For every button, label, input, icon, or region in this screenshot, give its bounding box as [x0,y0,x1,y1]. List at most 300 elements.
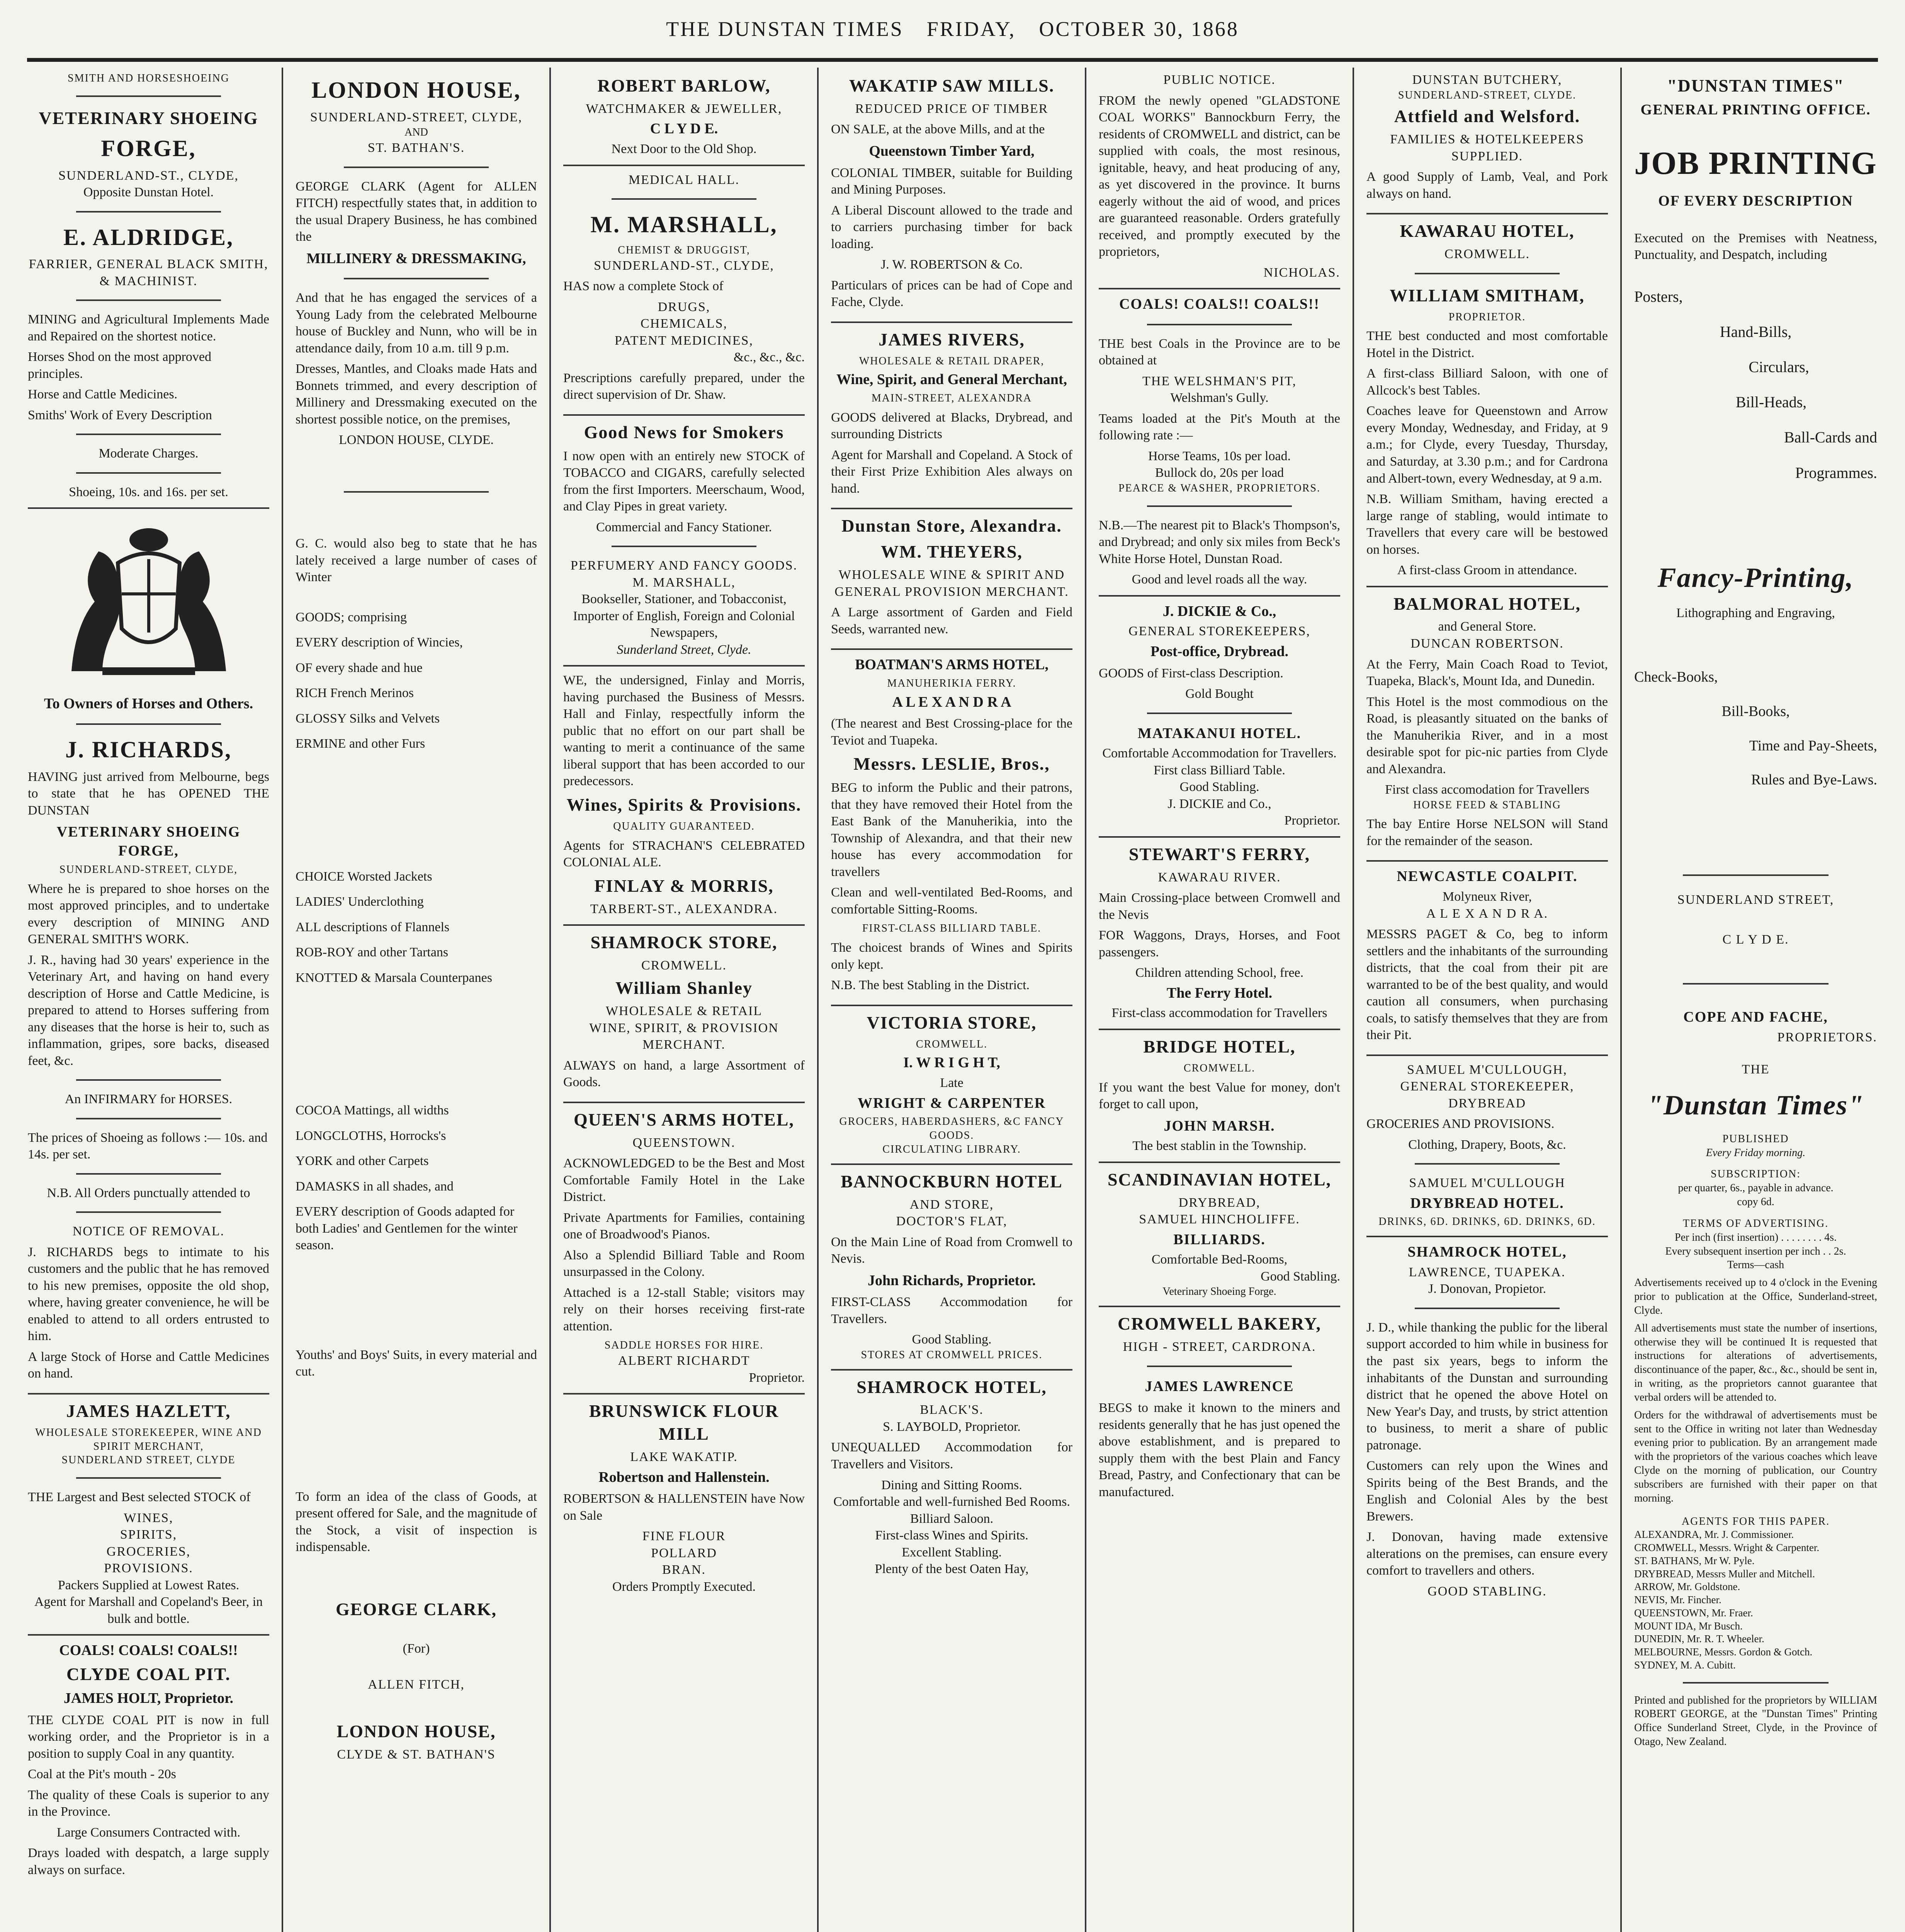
this-hotel: This Hotel is the most commodious on the Road, is pleasantly situated on the banks of the Manuherikia River, and in a most desirable spot for pic-nic parties from Clyde and Alexandra. [1366,694,1608,776]
saloon: A first-class Billiard Saloon, with one of Allcock's best Tables. [1366,366,1608,398]
balmoral: BALMORAL HOTEL, [1393,594,1581,614]
ad-rivers [831,328,1072,510]
agents-heading: AGENTS FOR THIS PAPER. [1681,1515,1830,1527]
billiards: BILLIARDS. [1173,1231,1266,1248]
commercial: Commercial and Fancy Stationer. [596,520,772,534]
extensive: J. Donovan, having made extensive alterations on the premises, can ensure every comfort to travellers and others. [1366,1530,1608,1578]
list-item: DRYBREAD, Messrs Muller and Mitchell. [1634,1568,1815,1580]
column-1 [15,68,283,1932]
fine-flour: FINE FLOUR [642,1529,726,1544]
smokers-heading: Good News for Smokers [584,422,784,442]
smiths-work: Smiths' Work of Every Description [28,408,212,422]
best-cond: THE best conducted and most comfortable Hotel in the District. [1366,329,1608,360]
ad-welshman [1099,295,1340,597]
litho: Lithographing and Engraving, [1676,605,1835,620]
ad-clyde-coal [28,1641,269,1878]
drays: Drays loaded with despatch, a large supply always on surface. [28,1846,269,1877]
list-item: MOUNT IDA, Mr Busch. [1634,1620,1743,1632]
marsh: JOHN MARSH. [1164,1117,1275,1134]
nicholas: NICHOLAS. [1263,265,1340,280]
contracted: Large Consumers Contracted with. [56,1825,241,1840]
shamrock-hotel: SHAMROCK HOTEL, [856,1377,1047,1397]
stores: STORES AT CROMWELL PRICES. [861,1349,1043,1361]
smokers-body: I now open with an entirely new STOCK of TOBACCO and CIGARS, carefully selected from the first Importers. Meerschaum, Wood, and Clay Pipes in great variety. [563,449,805,514]
drybread-hotel: DRYBREAD HOTEL. [1410,1195,1564,1211]
billiard: First class Billiard Table. [1154,763,1285,777]
brands: The choicest brands of Wines and Spirits only kept. [831,940,1072,972]
watchmaker: WATCHMAKER & JEWELLER, [586,101,782,116]
bullock: Bullock do, 20s per load [1155,466,1284,480]
bran: BRAN. [662,1563,706,1577]
hazlett-address: SUNDERLAND STREET, CLYDE [61,1454,236,1466]
leslie-body: BEG to inform the Public and their patrons, that they have removed their Hotel from the East Bank of the Manuherikia, into the Township of Alexandra, and that their new house has every accommodation for travellers [831,781,1072,879]
dresses-text: Dresses, Mantles, and Cloaks made Hats and Bonnets trimmed, and every description of Millinery and Dressmaking executed on the shortest possible notice, on the premises, [296,362,537,427]
mcullough-2: SAMUEL M'CULLOUGH [1409,1176,1565,1190]
sunderland: SUNDERLAND-ST., CLYDE, [594,258,774,273]
london-house-title: LONDON HOUSE, [311,77,521,103]
blacks: BLACK'S. [920,1403,984,1417]
george-clark: GEORGE CLARK, [335,1599,497,1619]
list-item: ARROW, Mr. Goldstone. [1634,1581,1740,1593]
matakanui: MATAKANUI HOTEL. [1137,725,1302,742]
received: Advertisements received up to 4 o'clock in the Evening prior to publication at the Office, Sunderland-street, Clyde. [1634,1277,1877,1316]
colonial: COLONIAL TIMBER, suitable for Building and Mining Purposes. [831,165,1072,197]
quality: QUALITY GUARANTEED. [613,820,755,832]
list-item: CROMWELL, Messrs. Wright & Carpenter. [1634,1542,1820,1554]
main-st: MAIN-STREET, ALEXANDRA [871,392,1032,404]
job-printing: JOB PRINTING [1634,145,1877,181]
first-acc: First class accomodation for Travellers [1385,782,1589,797]
reduced: REDUCED PRICE OF TIMBER [855,101,1049,116]
hincholiffe: SAMUEL HINCHOLIFFE. [1139,1212,1300,1227]
goods-item: EVERY description of Goods adapted for both Ladies' and Gentlemen for the winter season. [296,1204,518,1253]
qtown-yard: Queenstown Timber Yard, [869,143,1035,159]
column-7 [1622,68,1890,1932]
list-item: ST. BATHANS, Mr W. Pyle. [1634,1554,1755,1566]
ad-shamrock-store [563,931,805,1103]
list-item: QUEENSTOWN, Mr. Fraer. [1634,1607,1753,1619]
lawrence: JAMES LAWRENCE [1145,1378,1294,1395]
shamrock-store: SHAMROCK STORE, [590,932,778,952]
ad-butchery [1366,71,1608,214]
shamrock: SHAMROCK HOTEL, [1407,1244,1567,1260]
comfortable: Comfortable and well-furnished Bed Rooms. [833,1495,1070,1509]
ad-newcastle [1366,867,1608,1056]
cromwell: CROMWELL. [1444,247,1530,262]
ack: ACKNOWLEDGED to be the Best and Most Comfortable Family Hotel in the Lake District. [563,1156,805,1204]
gen-store: GENERAL STOREKEEPERS, [1128,624,1310,639]
check-books: Check-Books, [1634,669,1718,685]
ad-bridge-hotel [1099,1036,1340,1163]
leslie: Messrs. LESLIE, Bros., [853,754,1050,774]
ballcards: Ball-Cards and [1784,429,1877,446]
terms-cash: Terms—cash [1727,1259,1784,1271]
subscription: SUBSCRIPTION: [1711,1168,1801,1180]
packers: Packers Supplied at Lowest Rates. [58,1578,240,1592]
hazlett-sub: WHOLESALE STOREKEEPER, WINE AND SPIRIT MERCHANT, [35,1426,262,1452]
forge-address: SUNDERLAND-ST., CLYDE, [58,168,239,183]
list-item: NEVIS, Mr. Fincher. [1634,1594,1721,1606]
welshman: THE WELSHMAN'S PIT, [1142,374,1297,388]
sunderland-clyde: Sunderland Street, Clyde. [617,642,751,657]
victoria: VICTORIA STORE, [867,1012,1037,1032]
jr-text: J. R., having had 30 years' experience in the Veterinary Art, and having on hand every description of Horse and Cattle Medicine, is prepared to attend to Horses suffering from any diseases that the horse is heir to, such as inflammation, gripes, sore backs, diseased feet, &c. [28,952,269,1068]
particulars: Particulars of prices can be had of Cope and Fache, Clyde. [831,278,1072,310]
ad-printing-office [1634,75,1877,1749]
dickie-2: J. DICKIE and Co., [1167,796,1271,811]
goods-item: LADIES' Underclothing [296,895,424,909]
gully: Welshman's Gully. [1170,391,1269,405]
millinery: MILLINERY & DRESSMAKING, [306,250,526,267]
drybread: DRYBREAD [1448,1096,1526,1111]
coaches: Coaches leave for Queenstown and Arrow every Monday, Wednesday, and Friday, at 9 a.m.; for Clyde, every Tuesday, Thursday, and Saturday, at 3.30 p.m.; and for Cardrona and Albert-town, every Wednesday, at 9 a.m. [1366,404,1608,486]
proprietor: Proprietor. [1284,813,1340,828]
clyde-coal-body: THE CLYDE COAL PIT is now in full working order, and the Proprietor is in a position to supply Coal in any quantity. [28,1713,269,1761]
handbills: Hand-Bills, [1720,323,1792,340]
nearest: (The nearest and Best Crossing-place for the Teviot and Tuapeka. [831,716,1072,748]
donovan: J. Donovan, Propietor. [1428,1282,1546,1296]
nelson: The bay Entire Horse NELSON will Stand for the remainder of the season. [1366,817,1608,848]
high-st: HIGH - STREET, CARDRONA. [1123,1340,1316,1354]
saloon: Billiard Saloon. [910,1511,994,1526]
main-line: On the Main Line of Road from Cromwell to Nevis. [831,1235,1072,1266]
horse-feed: HORSE FEED & STABLING [1413,799,1561,811]
lh-clyde: LONDON HOUSE, CLYDE. [339,433,494,447]
agents-list [1634,1528,1877,1672]
garden: A Large assortment of Garden and Field Seeds, warranted new. [831,605,1072,636]
circulars: Circulars, [1749,358,1809,376]
ad-public-notice [1099,71,1340,289]
shoeing-price: Shoeing, 10s. and 16s. per set. [69,485,228,499]
cromwell: CROMWELL. [1183,1062,1256,1074]
notice: PUBLIC NOTICE. [1163,73,1276,87]
john-richards: John Richards, Proprietor. [868,1272,1036,1289]
first-acc: First-class accommodation for Travellers [1111,1006,1327,1020]
goods-item: GLOSSY Silks and Velvets [296,711,440,726]
grocers: GROCERS, HABERDASHERS, &C FANCY GOODS. [839,1116,1064,1141]
goods-item: KNOTTED & Marsala Counterpanes [296,970,492,985]
excellent: Excellent Stabling. [902,1545,1002,1560]
oaten: Plenty of the best Oaten Hay, [875,1562,1029,1577]
ad-finlay [563,672,805,926]
cromwell: CROMWELL. [916,1038,988,1050]
wines-spirits: Wines, Spirits & Provisions. [566,794,802,815]
first-acc: FIRST-CLASS Accommodation for Travellers. [831,1295,1072,1326]
every-sub: Every subsequent insertion per inch . . 2s. [1665,1245,1846,1257]
st-bathans: ST. BATHAN'S. [367,141,465,155]
fancy-printing: Fancy-Printing, [1657,562,1854,593]
copy: copy 6d. [1737,1196,1774,1208]
ad-london-house [296,75,537,1763]
column-6 [1354,68,1622,1932]
ad-smokers [563,421,805,667]
stewarts: STEWART'S FERRY, [1128,844,1310,864]
bannockburn: BANNOCKBURN HOTEL [841,1171,1063,1191]
bridge: BRIDGE HOTEL, [1143,1036,1296,1056]
saddle: SADDLE HORSES FOR HIRE. [604,1339,764,1352]
moderate-charges: Moderate Charges. [99,446,199,461]
dining: Dining and Sitting Rooms. [881,1478,1022,1492]
drybread: DRYBREAD, [1178,1195,1261,1210]
etc: &c., &c., &c. [733,350,805,365]
wines: WINES, [124,1510,173,1525]
coals: COALS! COALS!! COALS!! [1119,296,1320,313]
column-3 [551,68,819,1932]
barlow-name: ROBERT BARLOW, [597,76,771,95]
ad-richards [28,517,269,1394]
ad-brunswick [563,1400,805,1595]
children: Children attending School, free. [1135,966,1304,980]
finlay-name: FINLAY & MORRIS, [594,876,774,896]
office: GENERAL PRINTING OFFICE. [1640,101,1871,118]
post: Post-office, Drybread. [1150,643,1289,660]
bakery: CROMWELL BAKERY, [1117,1314,1322,1334]
good-stab-2: Good Stabling. [1261,1269,1340,1284]
goods-item: OF every shade and hue [296,660,423,675]
list-item: MELBOURNE, Messrs. Gordon & Gotch. [1634,1646,1813,1658]
groom: A first-class Groom in attendance. [1397,563,1577,578]
good-stab: Good Stabling. [1179,780,1259,794]
best-coals: THE best Coals in the Province are to be obtained at [1099,336,1340,368]
time-pay: Time and Pay-Sheets, [1749,737,1877,754]
masthead-paper: THE DUNSTAN TIMES [666,17,904,41]
perfumery: PERFUMERY AND FANCY GOODS. [570,558,798,573]
goods-item: DAMASKS in all shades, and [296,1179,454,1194]
lake: LAKE WAKATIP. [630,1450,738,1464]
published: PUBLISHED [1722,1133,1789,1145]
wholesale: WHOLESALE & RETAIL [605,1004,763,1019]
youths-suits: Youths' and Boys' Suits, in every material and cut. [296,1347,537,1379]
posters: Posters, [1634,287,1683,305]
manuherikia: MANUHERIKIA FERRY. [887,677,1016,689]
column-5 [1086,68,1354,1932]
gold: Gold Bought [1185,687,1254,701]
goods-item: ROB-ROY and other Tartans [296,945,449,960]
billiard: Also a Splendid Billiard Table and Room unsurpassed in the Colony. [563,1248,805,1279]
ad-scandinavian [1099,1168,1340,1307]
ad-mcullough [1366,1061,1608,1238]
allen-fitch: ALLEN FITCH, [368,1677,465,1692]
ad-kawarau-hotel [1366,220,1608,587]
dickie: J. DICKIE & Co., [1162,603,1276,619]
has-now: HAS now a complete Stock of [563,279,724,294]
goods-del: GOODS delivered at Blacks, Drybread, and surrounding Districts [831,410,1072,442]
jd-body: J. D., while thanking the public for the liberal support accorded to him while in business for the past six years, begs to inform the inhabitants of the Dunstan and surrounding district that he opened the above Hotel on New Year's Day, and trusts, by strict attention to business, to merit a share of public patronage. [1366,1320,1608,1452]
form-idea: To form an idea of the class of Goods, at present offered for Sale, and the magnitude of the Stock, a visit of inspection is indispensable. [296,1489,537,1554]
supply: A good Supply of Lamb, Veal, and Pork always on hand. [1366,170,1608,201]
cope-fache: COPE AND FACHE, [1683,1009,1828,1025]
discount: A Liberal Discount allowed to the trade and to carriers purchasing timber for back loading. [831,203,1072,251]
farrier-line: FARRIER, GENERAL BLACK SMITH, & MACHINIST. [29,257,269,288]
large-stock: A large Stock of Horse and Cattle Medicines on hand. [28,1349,269,1381]
newcastle: NEWCASTLE COALPIT. [1397,868,1578,885]
wright: I. W R I G H T, [903,1054,1000,1071]
stable: Attached is a 12-stall Stable; visitors may rely on their horses receiving first-rate attention. [563,1285,805,1333]
owners-heading: To Owners of Horses and Others. [44,696,253,712]
ferry-hotel: The Ferry Hotel. [1166,985,1273,1001]
per-inch: Per inch (first insertion) . . . . . . . . 4s. [1674,1231,1837,1243]
gen-store: and General Store. [1438,619,1536,634]
columns [15,68,1890,1932]
brunswick: BRUNSWICK FLOUR MILL [589,1401,779,1444]
goods-item: CHOICE Worsted Jackets [296,869,432,884]
smitham: WILLIAM SMITHAM, [1390,285,1585,305]
theyers: WM. THEYERS, [881,542,1023,562]
merchant: MERCHANT. [642,1037,726,1052]
families: FAMILIES & HOTELKEEPERS SUPPLIED. [1390,132,1584,163]
robertson: Robertson and Hallenstein. [598,1469,770,1485]
printed-by: Printed and published for the proprietors by WILLIAM ROBERT GEORGE, at the "Dunstan Times" Printing Office Sunderland Street, Clyde, in the Province of Otago, New Zealand. [1634,1694,1877,1748]
rivers-sub: WHOLESALE & RETAIL DRAPER, [859,355,1045,367]
aldridge-name: E. ALDRIDGE, [63,224,234,250]
richards-name: J. RICHARDS, [65,737,232,763]
prescriptions: Prescriptions carefully prepared, under the direct supervision of Dr. Shaw. [563,371,805,402]
clyde-coal-pit: CLYDE COAL PIT. [66,1664,231,1684]
general: GENERAL STOREKEEPER, [1400,1079,1574,1094]
next-door: Next Door to the Old Shop. [611,142,757,156]
proprietors: PROPRIETORS. [1777,1030,1877,1044]
late: Late [940,1076,964,1090]
masthead-date: OCTOBER 30, 1868 [1039,17,1239,41]
ad-marshall [563,172,805,416]
bill-books: Bill-Books, [1721,703,1790,720]
strachan: Agents for STRACHAN'S CELEBRATED COLONIAL ALE. [563,838,805,870]
always: ALWAYS on hand, a large Assortment of Goods. [563,1058,805,1090]
per-quarter: per quarter, 6s., payable in advance. [1678,1182,1834,1194]
lawrence: LAWRENCE, TUAPEKA. [1409,1265,1566,1279]
wine-spirit: WINE, SPIRIT, & PROVISION [589,1020,779,1035]
finlay-body: WE, the undersigned, Finlay and Morris, having purchased the Business of Messrs. Hall and Finlay, respectfully inform the public that no effort on our part shall be wanting to merit a continuance of the same liberal support that has been accorded to our predecessors. [563,673,805,789]
cromwell: CROMWELL. [641,958,727,973]
if-want: If you want the best Value for money, don't forget to call upon, [1099,1080,1340,1112]
and-store: AND STORE, [909,1197,994,1212]
main-cross: Main Crossing-place between Cromwell and the Nevis [1099,891,1340,922]
scandinavian: SCANDINAVIAN HOTEL, [1107,1169,1332,1189]
wine-gen: Wine, Spirit, and General Merchant, [836,371,1067,388]
forge-heading-2: FORGE, [101,135,196,161]
horse-teams: Horse Teams, 10s per load. [1148,449,1291,463]
doctors: DOCTOR'S FLAT, [896,1214,1008,1229]
rivers: JAMES RIVERS, [879,329,1025,349]
nearest: N.B.—The nearest pit to Black's Thompson's, and Drybread; and only six miles from Beck's White Horse Hotel, Dunstan Road. [1099,518,1340,566]
stabling: The best stablin in the Township. [1132,1139,1307,1153]
butchery: DUNSTAN BUTCHERY, [1412,73,1562,87]
marshall-name: M. MARSHALL, [590,212,778,238]
ad-theyers [831,515,1072,650]
nb-orders: N.B. All Orders punctually attended to [47,1185,250,1200]
good-stab: Good Stabling. [912,1332,992,1347]
sunderland-street: SUNDERLAND-STREET, CLYDE, [59,863,238,876]
goods-item: RICH French Merinos [296,686,414,701]
where-text: Where he is prepared to shoe horses on the most approved principles, and to undertake every description of MINING AND GENERAL SMITH'S WORK. [28,881,269,947]
wright-carp: WRIGHT & CARPENTER [857,1095,1046,1111]
first-wines: First-class Wines and Spirits. [875,1528,1028,1543]
the: THE [1742,1062,1770,1077]
ad-bannockburn [831,1170,1072,1371]
ad-barlow [563,75,805,166]
roads: Good and level roads all the way. [1132,572,1307,587]
nb: N.B. The best Stabling in the District. [831,978,1030,993]
alexandra: A L E X A N D R A [892,694,1011,710]
ad-queens-arms [563,1109,805,1395]
proprietor: PROPRIETOR. [1448,311,1526,323]
and: AND [404,126,428,139]
rules: Rules and Bye-Laws. [1751,772,1877,788]
horses-shod: Horses Shod on the most approved principles. [28,350,212,381]
ad-veterinary-forge [28,71,269,509]
molyneux: Molyneux River, [1443,889,1532,904]
prices: The prices of Shoeing as follows :— 10s. and 14s. per set. [28,1130,268,1162]
pollard: POLLARD [651,1546,717,1560]
removal-heading: NOTICE OF REMOVAL. [72,1224,225,1239]
pearce: PEARCE & WASHER, PROPRIETORS. [1118,482,1320,494]
drugs: DRUGS, [658,299,710,314]
customers: Customers can rely upon the Wines and Spirits being of the Best Brands, and the English and Colonial Ales by the best Brewers. [1366,1459,1608,1524]
largest-stock: THE Largest and Best selected STOCK of [28,1490,251,1505]
clark-intro: GEORGE CLARK (Agent for ALLEN FITCH) respectfully states that, in addition to the usual Drapery Business, he has combined the [296,179,537,244]
holt-proprietor: JAMES HOLT, Proprietor. [63,1690,234,1706]
notice-body: FROM the newly opened "GLADSTONE COAL WORKS" Bannockburn Ferry, the residents of CROMWELL and district, can be supplied with coals, the most resinous, ignitable, heavy, and heat producing of any, as yet discovered in the province. It burns eagerly without the aid of wood, and prices are guaranteed reasonable. Orders gratefully received, and promptly executed by the proprietors, [1099,93,1340,259]
programmes: Programmes. [1795,464,1877,481]
teams: Teams loaded at the Pit's Mouth at the following rate :— [1099,411,1340,443]
chemist: CHEMIST & DRUGGIST, [618,244,750,256]
messrs: MESSRS PAGET & Co, beg to inform settlers and the inhabitants of the surrounding districts, that the coal from their pit are warranted to be of the best quality, and would caution all consumers, when purchasing coals, to satisfy themselves that they are from their Pit. [1366,927,1608,1043]
gc-winter: G. C. would also beg to state that he has lately received a large number of cases of Winter [296,536,537,585]
horse-medicine: Horse and Cattle Medicines. [28,387,178,402]
tarbert: TARBERT-ST., ALEXANDRA. [590,901,778,916]
marshall-2: M. MARSHALL, [632,575,736,590]
bookseller: Bookseller, Stationer, and Tobacconist, Importer of English, Foreign and Colonial Newspapers, [573,592,795,640]
friday: Every Friday morning. [1706,1146,1806,1159]
masthead-day: FRIDAY, [926,17,1016,41]
executed: Executed on the Premises with Neatness, Punctuality, and Despatch, including [1634,231,1877,262]
all-ads: All advertisements must state the number of insertions, otherwise they will be continued It is requested that instructions for alterations of advertisements, discontinuance of the paper, &c., &c., should be sent in, in writing, as the proprietors cannot guarantee that verbal orders will be attended to. [1634,1322,1877,1403]
boatmans: BOATMAN'S ARMS HOTEL, [855,656,1049,673]
list-item: SYDNEY, M. A. Cubitt. [1634,1659,1736,1671]
medical-hall: MEDICAL HALL. [628,172,740,187]
goods-item: ERMINE and other Furs [296,736,425,751]
kawarau: KAWARAU HOTEL, [1400,221,1575,241]
ad-balmoral [1366,593,1608,862]
for-waggons: FOR Waggons, Drays, Horses, and Foot passengers. [1099,928,1340,959]
begs: BEGS to make it known to the miners and residents generally that he has just opened the above establishment, and is prepared to supply them with the best Plain and Fancy Bread, Pastry, and Confectionary that can be manufactured. [1099,1401,1340,1499]
alexandra: A L E X A N D R A. [1426,906,1548,921]
wakatip: WAKATIP SAW MILLS. [849,76,1055,95]
top-strip: SMITH AND HORSESHOEING [68,72,229,84]
drinks: DRINKS, 6D. DRINKS, 6D. DRINKS, 6D. [1378,1216,1596,1228]
clothing: Clothing, Drapery, Boots, &c. [1408,1137,1566,1152]
groceries: GROCERIES, [106,1544,191,1559]
clyde: C L Y D E. [1722,932,1789,947]
chemicals: CHEMICALS, [641,316,727,331]
mcullough: SAMUEL M'CULLOUGH, [1407,1062,1567,1077]
coal-quality: The quality of these Coals is superior to any in the Province. [28,1787,269,1819]
column-4 [819,68,1086,1932]
ad-boatmans [831,655,1072,1006]
proprietor: Proprietor. [749,1370,805,1385]
dt-title: "DUNSTAN TIMES" [1667,76,1844,95]
comfort: Comfortable Accommodation for Travellers. [1102,746,1337,761]
sund-street: SUNDERLAND STREET, [1677,892,1834,907]
ad-victoria [831,1012,1072,1165]
provisions: PROVISIONS. [104,1561,193,1576]
ad-cromwell-bakery [1099,1313,1340,1500]
on-sale: ON SALE, at the above Mills, and at the [831,122,1045,137]
patent: PATENT MEDICINES, [615,333,753,348]
ad-shamrock-hotel [831,1376,1072,1578]
pit-mouth: Coal at the Pit's mouth - 20s [28,1767,176,1782]
library: CIRCULATING LIBRARY. [882,1143,1021,1155]
